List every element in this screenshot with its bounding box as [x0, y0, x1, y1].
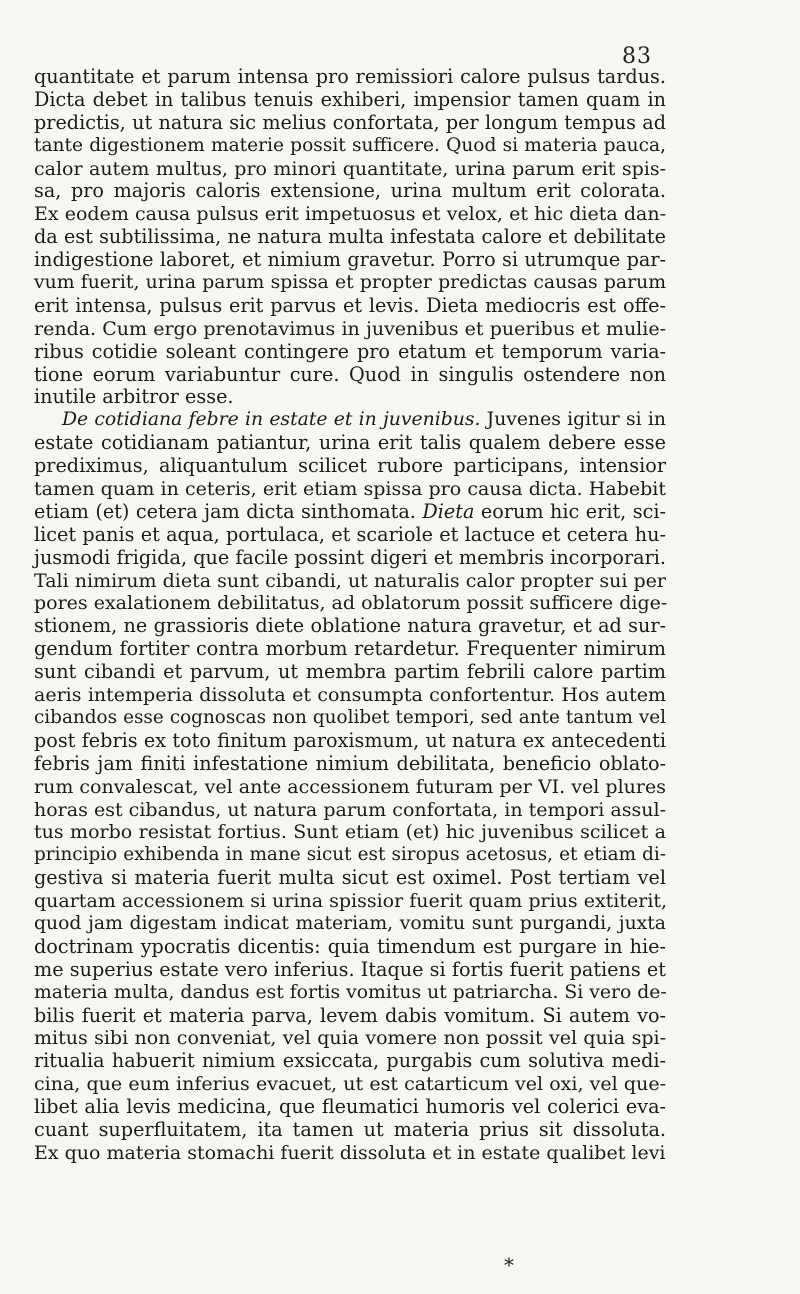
text-line: cina, que eum inferius evacuet, ut est catarticum vel oxi, vel que-: [34, 1073, 666, 1096]
text-line: sa, pro majoris caloris extensione, urina multum erit colorata.: [34, 179, 666, 203]
text-line: tus morbo resistat fortius. Sunt etiam (et) hic juvenibus scilicet a: [34, 821, 666, 844]
text-line: Ex quo materia stomachi fuerit dissoluta et in estate qualibet levi: [34, 1141, 666, 1164]
text-line: doctrinam ypocratis dicentis: quia timendum est purgare in hie-: [34, 934, 666, 958]
text-line: tante digestionem materie possit sufficere. Quod si materia pauca,: [34, 134, 666, 156]
text-line: sunt cibandi et parvum, ut membra partim febrili calore partim: [34, 660, 666, 684]
text-line: ribus cotidie soleant contingere pro etatum et temporum varia-: [34, 339, 666, 363]
text-line: vum fuerit, urina parum spissa et propter predictas causas parum: [34, 272, 666, 294]
text-line: post febris ex toto finitum paroxismum, ut natura ex antecedenti: [34, 728, 666, 752]
text-line: predictis, ut natura sic melius confortata, per longum tempus ad: [34, 110, 666, 134]
text-line: indigestione laboret, et nimium gravetur. Porro si utrumque par-: [34, 248, 666, 272]
text-line: Ex eodem causa pulsus erit impetuosus et velox, et hic dieta dan-: [34, 203, 666, 226]
text-line: quartam accessionem si urina spissior fuerit quam prius extiterit,: [34, 890, 668, 913]
section-heading-line: [34, 409, 666, 432]
text-line: quantitate et parum intensa pro remissiori calore pulsus tardus.: [34, 65, 666, 88]
text-line: mitus sibi non conveniat, vel quia vomere non possit vel quia spi-: [34, 1027, 666, 1050]
paragraph-2: [34, 409, 666, 523]
text-line: renda. Cum ergo prenotavimus in juvenibus et pueribus et mulie-: [34, 317, 666, 340]
text-line: gestiva si materia fuerit multa sicut est oximel. Post tertiam vel: [34, 866, 666, 890]
text-line: cibandos esse cognoscas non quolibet tempori, sed ante tantum vel: [34, 706, 666, 728]
text-line: stionem, ne grassioris diete oblatione natura gravetur, et ad sur-: [34, 614, 666, 638]
text-segment: eorum hic erit, sci-: [474, 499, 666, 523]
footer-asterisk: *: [504, 1253, 514, 1277]
text-line: prediximus, aliquantulum scilicet rubore participans, intensior: [34, 454, 666, 478]
text-line: calor autem multus, pro minori quantitate, urina parum erit spis-: [34, 157, 666, 180]
text-line: Tali nimirum dieta sunt cibandi, ut naturalis calor propter sui per: [34, 569, 666, 592]
text-line: Dicta debet in talibus tenuis exhiberi, impensior tamen quam in: [34, 87, 666, 111]
page-number: 83: [622, 44, 652, 69]
heading-continuation: Juvenes igitur si in: [480, 409, 667, 431]
text-line: cuant superfluitatem, ita tamen ut materia prius sit dissoluta.: [34, 1117, 666, 1141]
text-line: principio exhibenda in mane sicut est siropus acetosus, et etiam di-: [34, 844, 666, 866]
text-line: bilis fuerit et materia parva, levem dabis vomitum. Si autem vo-: [34, 1003, 666, 1027]
text-line: me superius estate vero inferius. Itaque si fortis fuerit patiens et: [34, 957, 666, 981]
text-line: materia multa, dandus est fortis vomitus ut patriarcha. Si vero de-: [34, 981, 667, 1003]
text-line: libet alia levis medicina, que fleumatici humoris vel colerici eva-: [34, 1095, 666, 1119]
text-line: febris jam finiti infestatione nimium debilitata, beneficio oblato-: [34, 751, 666, 775]
text-line: licet panis et aqua, portulaca, et scariole et lactuce et cetera hu-: [34, 522, 666, 546]
text-line: aeris intemperia dissoluta et consumpta confortentur. Hos autem: [34, 684, 666, 707]
text-line: pores exalationem debilitatus, ad oblatorum possit sufficere dige-: [34, 592, 668, 615]
text-line: horas est cibandus, ut natura parum confortata, in tempori assul-: [34, 798, 666, 821]
text-line: quod jam digestam indicat materiam, vomitu sunt purgandi, juxta: [34, 912, 666, 934]
text-line: gendum fortiter contra morbum retardetur. Frequenter nimirum: [34, 637, 666, 661]
text-line: estate cotidianam patiantur, urina erit talis qualem debere esse: [34, 431, 666, 455]
text-line: inutile arbitror esse.: [34, 385, 234, 409]
text-line: da est subtilissima, ne natura multa infestata calore et debilitate: [34, 225, 666, 249]
text-line: ritualia habuerit nimium exsiccata, purgabis cum solutiva medi-: [34, 1049, 666, 1073]
text-line: rum convalescat, vel ante accessionem futuram per VI. vel plures: [34, 775, 666, 798]
text-line: tamen quam in ceteris, erit etiam spissa pro causa dicta. Habebit: [34, 478, 666, 501]
text-segment: etiam (et) cetera jam dicta sinthomata.: [34, 499, 416, 523]
text-line: tione eorum variabuntur cure. Quod in singulis ostendere non: [34, 362, 666, 386]
text-line: jusmodi frigida, que facile possint digeri et membris incorporari.: [34, 545, 666, 569]
italic-word-dieta: Dieta: [422, 499, 475, 523]
text-line-with-italic: [34, 501, 666, 524]
paragraph-1: [34, 66, 666, 409]
body-text: [34, 66, 666, 1165]
text-line: erit intensa, pulsus erit parvus et levis. Dieta mediocris est offe-: [34, 293, 666, 317]
paragraph-3: [34, 524, 666, 1165]
section-heading: De cotidiana febre in estate et in juvenibus.: [62, 409, 481, 431]
